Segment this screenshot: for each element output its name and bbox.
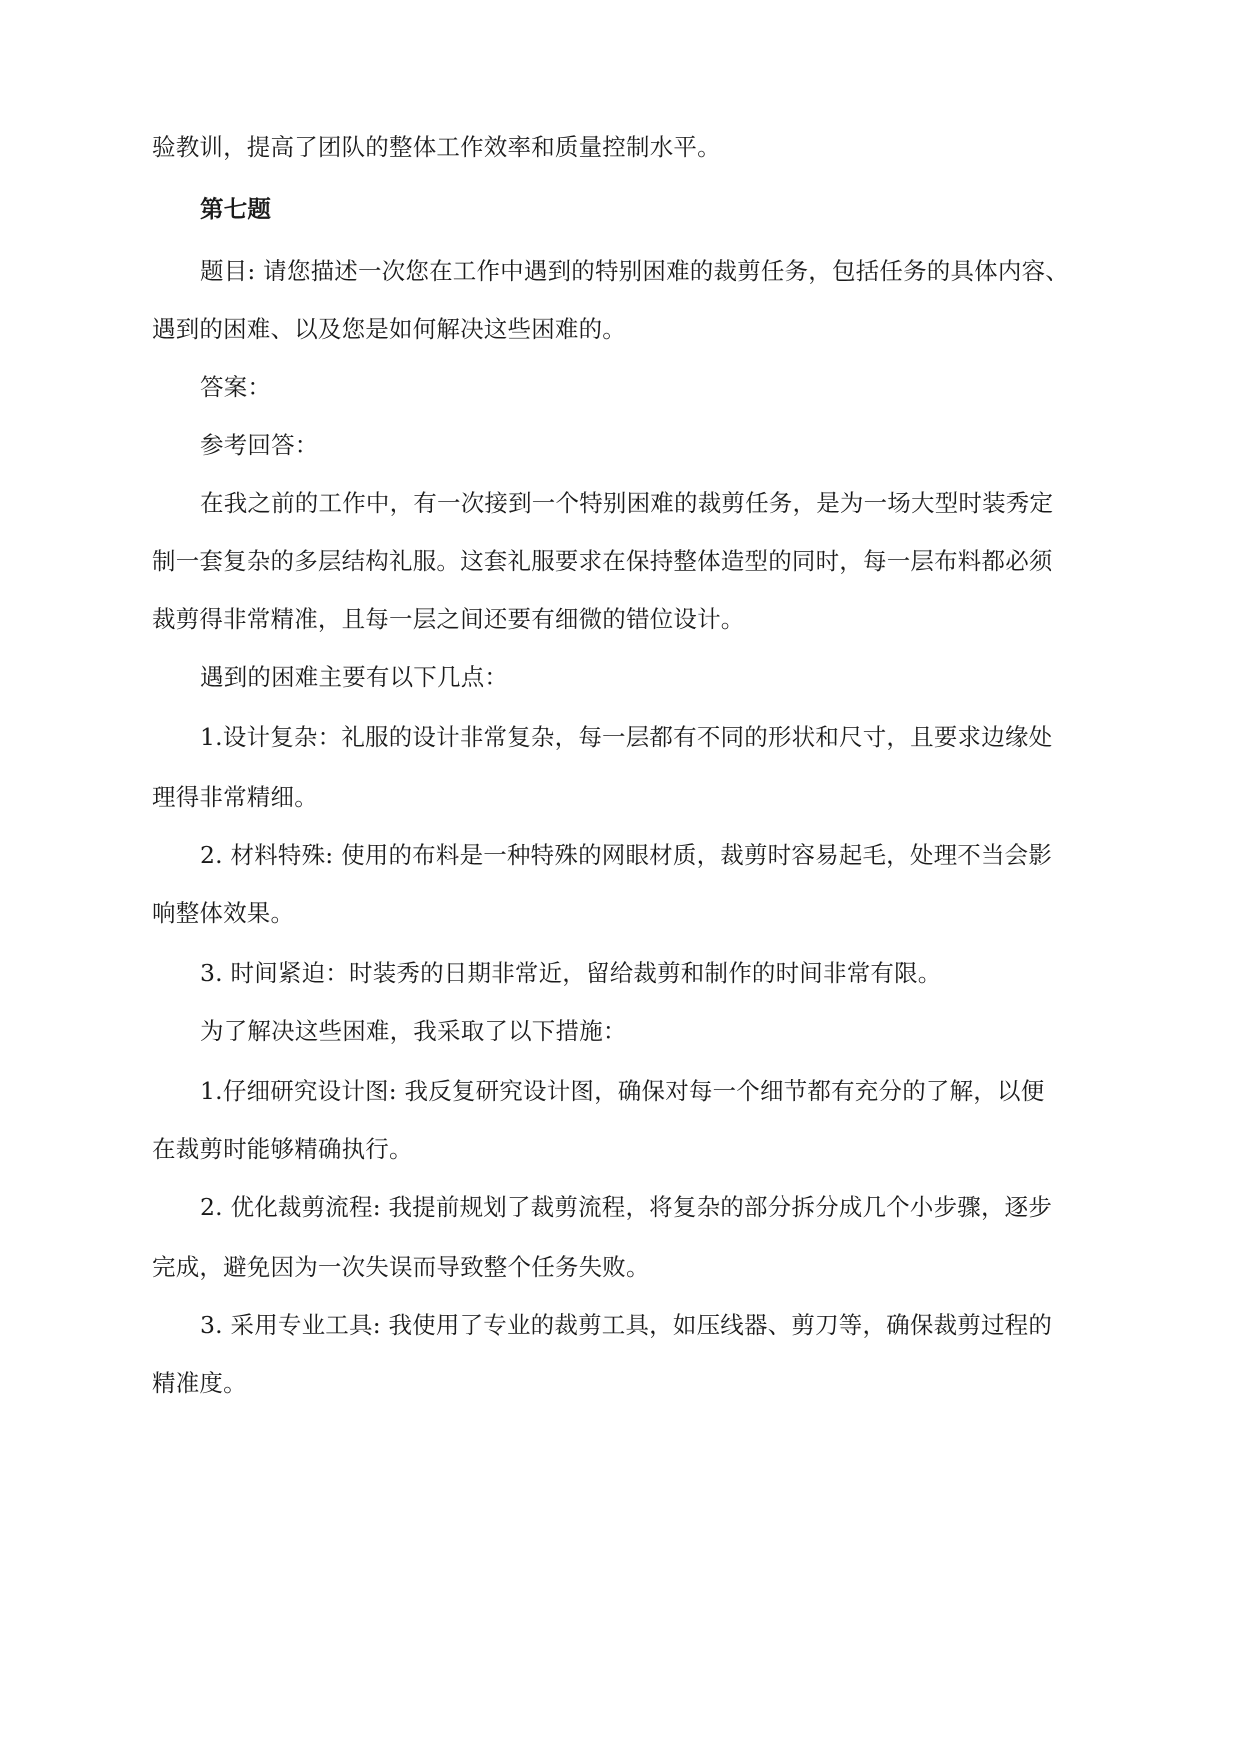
text-line: 验教训，提高了团队的整体工作效率和质量控制水平。 — [152, 133, 721, 161]
text-line: 精准度。 — [152, 1369, 247, 1397]
text-line: 2. 材料特殊: 使用的布料是一种特殊的网眼材质，裁剪时容易起毛，处理不当会影 — [200, 841, 1053, 869]
text-line: 题目: 请您描述一次您在工作中遇到的特别困难的裁剪任务，包括任务的具体内容、 — [200, 257, 1069, 285]
text-line: 参考回答： — [200, 431, 319, 459]
text-line: 响整体效果。 — [152, 899, 295, 927]
text-line: 1.设计复杂：礼服的设计非常复杂，每一层都有不同的形状和尺寸，且要求边缘处 — [200, 723, 1053, 751]
text-line: 为了解决这些困难，我采取了以下措施： — [200, 1017, 627, 1045]
text-line: 1.仔细研究设计图: 我反复研究设计图，确保对每一个细节都有充分的了解，以便 — [200, 1077, 1045, 1105]
text-line: 遇到的困难、以及您是如何解决这些困难的。 — [152, 315, 626, 343]
text-line: 遇到的困难主要有以下几点： — [200, 663, 509, 691]
question-heading: 第七题 — [200, 195, 272, 223]
text-line: 理得非常精细。 — [152, 783, 318, 811]
text-line: 3. 采用专业工具: 我使用了专业的裁剪工具，如压线器、剪刀等，确保裁剪过程的 — [200, 1311, 1053, 1339]
text-line: 完成，避免因为一次失误而导致整个任务失败。 — [152, 1253, 650, 1281]
text-line: 在我之前的工作中，有一次接到一个特别困难的裁剪任务，是为一场大型时装秀定 — [200, 489, 1054, 517]
text-line: 3. 时间紧迫：时装秀的日期非常近，留给裁剪和制作的时间非常有限。 — [200, 959, 942, 987]
text-line: 制一套复杂的多层结构礼服。这套礼服要求在保持整体造型的同时，每一层布料都必须 — [152, 547, 1053, 575]
text-line: 2. 优化裁剪流程: 我提前规划了裁剪流程，将复杂的部分拆分成几个小步骤，逐步 — [200, 1193, 1053, 1221]
text-line: 在裁剪时能够精确执行。 — [152, 1135, 413, 1163]
text-line: 裁剪得非常精准，且每一层之间还要有细微的错位设计。 — [152, 605, 745, 633]
text-line: 答案： — [200, 373, 272, 401]
